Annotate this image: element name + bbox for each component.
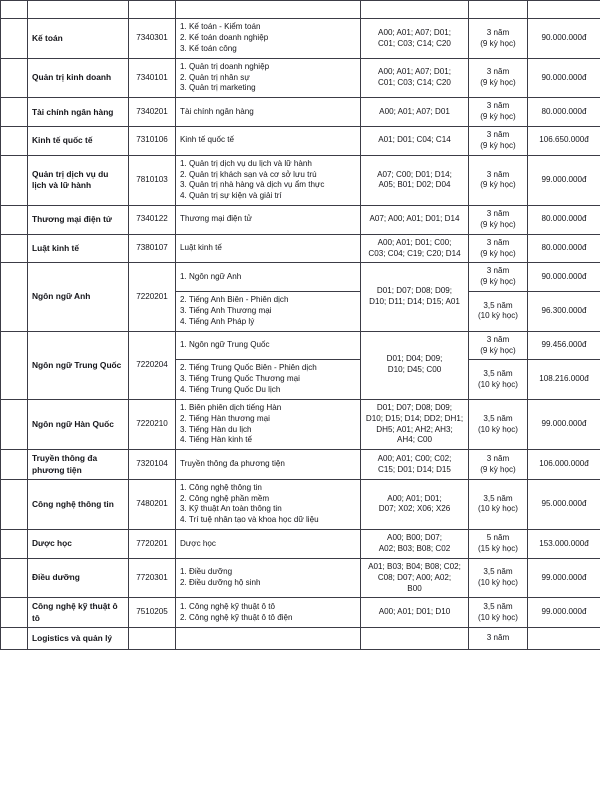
admission-combinations — [361, 558, 469, 598]
major-code: 7380107 — [129, 234, 176, 263]
specializations-line: Luật kinh tế — [180, 243, 222, 253]
admission-combinations-line: C08; D07; A00; A02; — [377, 572, 452, 582]
major-name: Kinh tế quốc tế — [28, 127, 129, 156]
admission-combinations-line: D10; D45; C00 — [387, 365, 442, 375]
row-index: 9 — [1, 331, 28, 399]
major-code: 7510205 — [129, 598, 176, 628]
program-duration-line: 3 năm — [486, 130, 510, 139]
program-duration-line: 3 năm — [486, 67, 510, 77]
major-code: 7310106 — [129, 127, 176, 156]
program-duration-line: 3 năm — [486, 237, 510, 247]
specializations — [176, 234, 361, 263]
specializations-line: 1. Ngôn ngữ Anh — [180, 271, 242, 281]
table-row[interactable] — [1, 155, 600, 205]
admission-combinations-line: A00; A01; A07; D01; — [378, 67, 451, 77]
program-duration — [469, 234, 528, 263]
program-duration — [469, 598, 528, 628]
table-body — [1, 19, 600, 650]
program-duration-line: (10 kỳ học) — [477, 612, 519, 622]
tuition-fee: 153.000.000đ — [528, 530, 600, 559]
header-cell-nganh: Ngành — [28, 1, 129, 19]
program-duration-line: (9 kỳ học) — [480, 345, 516, 355]
admission-combinations — [361, 598, 469, 628]
program-duration-line: (15 kỳ học) — [477, 543, 519, 553]
program-duration-line: (10 kỳ học) — [477, 379, 519, 389]
program-duration-line: (9 kỳ học) — [480, 277, 516, 287]
table-row[interactable] — [1, 19, 600, 59]
admission-combinations-line: B00 — [407, 583, 422, 593]
program-duration-line: 3,5 năm — [483, 368, 513, 378]
table-row[interactable] — [1, 331, 600, 360]
specializations — [176, 627, 361, 649]
specializations-line: Truyền thông đa phương tiện — [180, 459, 285, 469]
tuition-fee: 108.216.000đ — [528, 360, 600, 400]
admission-combinations — [361, 479, 469, 529]
header-cell-thoi-gian: Thời gian — [469, 1, 528, 19]
program-duration-line: 3,5 năm — [483, 567, 513, 577]
tuition-fee: 99.000.000đ — [528, 155, 600, 205]
row-index: 7 — [1, 234, 28, 263]
specializations-line: 1. Quản trị doanh nghiệp — [180, 61, 270, 71]
major-name: Kế toán — [28, 19, 129, 59]
tuition-fee: 106.650.000đ — [528, 127, 600, 156]
admission-combinations-line: AH4; C00 — [396, 435, 433, 445]
table-row[interactable] — [1, 598, 600, 628]
specializations-line: 4. Trí tuệ nhân tạo và khoa học dữ liệu — [180, 515, 319, 525]
specializations-line: 3. Quản trị marketing — [180, 83, 256, 93]
program-duration — [469, 58, 528, 98]
tuition-fee: 99.456.000đ — [528, 331, 600, 360]
admission-combinations-line: A00; A01; A07; D01 — [379, 106, 450, 116]
program-duration-line: 3 năm — [486, 27, 510, 37]
specializations — [176, 360, 361, 400]
specializations-line: 4. Tiếng Hàn kinh tế — [180, 435, 252, 445]
header-cell-chuyen-nganh: Chuyên ngành — [176, 1, 361, 19]
tuition-fee: 90.000.000đ — [528, 263, 600, 292]
row-index: 15 — [1, 598, 28, 628]
major-code: 7810103 — [129, 155, 176, 205]
program-duration-line: 3,5 năm — [483, 493, 513, 503]
specializations — [176, 558, 361, 598]
header-cell-thpt: THPT — [361, 1, 469, 19]
header-cell-stt: STT — [1, 1, 28, 19]
program-duration — [469, 127, 528, 156]
program-duration — [469, 19, 528, 59]
specializations-line: 1. Kế toán - Kiểm toán — [180, 22, 261, 32]
specializations-line: 3. Quản trị nhà hàng và dịch vụ ẩm thực — [180, 180, 325, 190]
major-code: 7340101 — [129, 58, 176, 98]
major-name: Điều dưỡng — [28, 558, 129, 598]
specializations-line: 2. Quản trị khách sạn và cơ sở lưu trú — [180, 169, 317, 179]
specializations-line: 2. Công nghệ kỹ thuật ô tô điện — [180, 612, 293, 622]
specializations-line: Kinh tế quốc tế — [180, 135, 234, 145]
specializations — [176, 479, 361, 529]
major-name: Dược học — [28, 530, 129, 559]
program-duration — [469, 399, 528, 449]
admission-combinations — [361, 58, 469, 98]
major-code: 7720201 — [129, 530, 176, 559]
admission-combinations-line: D01; D07; D08; D09; — [376, 402, 453, 412]
program-duration-line: (9 kỳ học) — [480, 180, 516, 190]
specializations-line: Thương mại điện tử — [180, 214, 252, 224]
program-duration — [469, 530, 528, 559]
admission-combinations-line: C01; C03; C14; C20 — [378, 78, 451, 88]
major-name: Tài chính ngân hàng — [28, 98, 129, 127]
program-duration — [469, 627, 528, 649]
specializations-line: Dược học — [180, 538, 216, 548]
specializations-line: 4. Tiếng Anh Pháp lý — [180, 316, 255, 326]
program-duration-line: 3,5 năm — [483, 601, 513, 611]
admission-combinations — [361, 331, 469, 399]
program-duration-line: 3 năm — [486, 169, 510, 179]
table-row[interactable] — [1, 479, 600, 529]
row-index: 4 — [1, 127, 28, 156]
tuition-fee: 80.000.000đ — [528, 234, 600, 263]
specializations-line: 2. Kế toán doanh nghiệp — [180, 33, 269, 43]
specializations-line: 1. Công nghệ thông tin — [180, 482, 262, 492]
tuition-fee: 95.000.000đ — [528, 479, 600, 529]
specializations-line: 2. Công nghệ phần mềm — [180, 493, 270, 503]
specializations — [176, 331, 361, 360]
specializations-line: 1. Biên phiên dịch tiếng Hàn — [180, 402, 282, 412]
admission-combinations-line: A00; A01; A07; D01; — [378, 27, 451, 37]
table-row[interactable] — [1, 98, 600, 127]
admission-combinations — [361, 19, 469, 59]
admission-combinations-line: A00; A01; D01; — [387, 493, 442, 503]
specializations-line: 1. Điều dưỡng — [180, 567, 233, 577]
program-duration — [469, 450, 528, 480]
admission-combinations — [361, 98, 469, 127]
table-row[interactable] — [1, 450, 600, 480]
table-row[interactable] — [1, 558, 600, 598]
specializations — [176, 399, 361, 449]
program-duration-line: 3 năm — [486, 101, 510, 111]
program-duration-line: 3,5 năm — [483, 300, 513, 310]
admission-combinations-line: D01; D04; D09; — [386, 354, 443, 364]
admission-combinations-line: DH5; A01; AH2; AH3; — [376, 424, 453, 434]
admission-combinations — [361, 234, 469, 263]
program-duration-line: (10 kỳ học) — [477, 578, 519, 588]
major-code: 7480201 — [129, 479, 176, 529]
program-duration-line: (10 kỳ học) — [477, 311, 519, 321]
major-code: 7220204 — [129, 331, 176, 399]
admission-combinations-line: A07; A00; A01; D01; D14 — [369, 214, 460, 224]
specializations — [176, 155, 361, 205]
tuition-fee: 106.000.000đ — [528, 450, 600, 480]
program-duration-line: 3,5 năm — [483, 413, 513, 423]
program-duration-line: 3 năm — [486, 334, 510, 344]
row-index: 1 — [1, 19, 28, 59]
admission-combinations-line: A00; B00; D07; — [387, 533, 442, 543]
admission-combinations — [361, 450, 469, 480]
major-name: Logistics và quản lý — [28, 627, 129, 649]
program-duration-line: (9 kỳ học) — [480, 248, 516, 258]
tuition-fee: 80.000.000đ — [528, 98, 600, 127]
admission-combinations-line: C01; C03; C14; C20 — [378, 38, 451, 48]
major-name: Công nghệ thông tin — [28, 479, 129, 529]
admission-combinations-line: C03; C04; C19; C20; D14 — [368, 248, 461, 258]
row-index: 12 — [1, 479, 28, 529]
program-duration — [469, 263, 528, 292]
admission-combinations-line: A05; B01; D02; D04 — [378, 180, 451, 190]
admission-combinations-line: A07; C00; D01; D14; — [377, 169, 452, 179]
program-duration-line: (9 kỳ học) — [480, 38, 516, 48]
admission-combinations-line: D07; X02; X06; X26 — [378, 504, 451, 514]
specializations-line: 3. Tiếng Hàn du lịch — [180, 424, 252, 434]
major-name: Ngôn ngữ Hàn Quốc — [28, 399, 129, 449]
program-duration-line: (9 kỳ học) — [480, 219, 516, 229]
specializations — [176, 530, 361, 559]
row-index: 13 — [1, 530, 28, 559]
specializations-line: 2. Tiếng Anh Biên - Phiên dịch — [180, 295, 289, 305]
major-name: Công nghệ kỹ thuật ô tô — [28, 598, 129, 628]
admission-combinations-line: A01; B03; B04; B08; C02; — [368, 561, 461, 571]
row-index: 3 — [1, 98, 28, 127]
admission-combinations — [361, 263, 469, 331]
row-index: 8 — [1, 263, 28, 331]
major-code: 7320104 — [129, 450, 176, 480]
specializations-line: 2. Tiếng Trung Quốc Biên - Phiên dịch — [180, 363, 317, 373]
specializations-line: 4. Tiếng Trung Quốc Du lịch — [180, 385, 281, 395]
specializations — [176, 292, 361, 332]
row-index: 5 — [1, 155, 28, 205]
row-index: 6 — [1, 206, 28, 235]
program-duration-line: 3 năm — [486, 632, 510, 642]
major-code: 7220201 — [129, 263, 176, 331]
tuition-fee: 96.300.000đ — [528, 292, 600, 332]
table-row[interactable] — [1, 58, 600, 98]
table-row[interactable] — [1, 234, 600, 263]
admission-combinations — [361, 155, 469, 205]
program-duration-line: 3 năm — [486, 266, 510, 276]
specializations — [176, 263, 361, 292]
table-row[interactable] — [1, 530, 600, 559]
program-duration — [469, 155, 528, 205]
row-index: 2 — [1, 58, 28, 98]
specializations-line: 3. Tiếng Trung Quốc Thương mại — [180, 374, 300, 384]
table-row[interactable] — [1, 206, 600, 235]
row-index: 10 — [1, 399, 28, 449]
table-row[interactable] — [1, 399, 600, 449]
program-duration-line: (10 kỳ học) — [477, 424, 519, 434]
major-name: Ngôn ngữ Trung Quốc — [28, 331, 129, 399]
program-duration — [469, 206, 528, 235]
program-duration-line: 3 năm — [486, 209, 510, 219]
specializations — [176, 450, 361, 480]
program-duration-line: (9 kỳ học) — [480, 140, 516, 150]
specializations-line: 3. Kế toán công — [180, 43, 237, 53]
program-duration-line: 5 năm — [486, 533, 510, 543]
program-duration — [469, 331, 528, 360]
specializations-line: 2. Tiếng Hàn thương mại — [180, 413, 270, 423]
program-duration — [469, 292, 528, 332]
tuition-fee: 99.000.000đ — [528, 598, 600, 628]
specializations-line: 2. Điều dưỡng hộ sinh — [180, 578, 261, 588]
admission-combinations — [361, 530, 469, 559]
specializations — [176, 206, 361, 235]
specializations-line: 4. Quản trị sự kiện và giải trí — [180, 191, 282, 201]
admission-combinations-line: D10; D15; D14; DD2; DH1; — [365, 413, 464, 423]
row-index: 16 — [1, 627, 28, 649]
specializations-line: 1. Công nghệ kỹ thuật ô tô — [180, 601, 275, 611]
admission-combinations-line: C15; D01; D14; D15 — [378, 464, 451, 474]
specializations — [176, 19, 361, 59]
tuition-fee — [528, 627, 600, 649]
program-duration-line: 3 năm — [486, 453, 510, 463]
specializations-line: 1. Ngôn ngữ Trung Quốc — [180, 340, 270, 350]
row-index: 11 — [1, 450, 28, 480]
major-name: Thương mại điện tử — [28, 206, 129, 235]
table-row[interactable] — [1, 627, 600, 649]
program-duration — [469, 479, 528, 529]
admission-combinations-line: A00; A01; C00; C02; — [377, 453, 452, 463]
specializations-line: 3. Tiếng Anh Thương mại — [180, 305, 272, 315]
admission-combinations-line: A02; B03; B08; C02 — [378, 543, 451, 553]
tuition-fee: 99.000.000đ — [528, 399, 600, 449]
specializations — [176, 58, 361, 98]
tuition-fee: 99.000.000đ — [528, 558, 600, 598]
admission-combinations-line: A00; A01; D01; C00; — [377, 237, 452, 247]
admission-combinations — [361, 127, 469, 156]
table-row[interactable] — [1, 263, 600, 292]
admission-combinations-line: D01; D07; D08; D09; — [376, 286, 453, 296]
header-row — [1, 1, 600, 19]
admission-combinations — [361, 206, 469, 235]
table-row[interactable] — [1, 127, 600, 156]
major-code: 7720301 — [129, 558, 176, 598]
specializations-line: Tài chính ngân hàng — [180, 106, 254, 116]
admission-combinations — [361, 399, 469, 449]
program-duration-line: (9 kỳ học) — [480, 78, 516, 88]
specializations-line: 3. Kỹ thuật An toàn thông tin — [180, 504, 282, 514]
major-name: Quản trị kinh doanh — [28, 58, 129, 98]
admission-combinations-line: A00; A01; D01; D10 — [378, 607, 451, 617]
table-header — [1, 1, 600, 19]
major-code: 7340122 — [129, 206, 176, 235]
major-code: 7220210 — [129, 399, 176, 449]
tuition-fee: 80.000.000đ — [528, 206, 600, 235]
program-duration-line: (9 kỳ học) — [480, 112, 516, 122]
program-duration-line: (10 kỳ học) — [477, 504, 519, 514]
specializations — [176, 127, 361, 156]
tuition-fee: 90.000.000đ — [528, 58, 600, 98]
header-cell-ma-nganh: Mã ngành — [129, 1, 176, 19]
program-duration-line: (9 kỳ học) — [480, 464, 516, 474]
major-name: Quản trị dịch vụ du lịch và lữ hành — [28, 155, 129, 205]
major-code: 7340301 — [129, 19, 176, 59]
major-code: 7340201 — [129, 98, 176, 127]
program-duration — [469, 360, 528, 400]
admission-combinations — [361, 627, 469, 649]
specializations-line: 1. Quản trị dịch vụ du lịch và lữ hành — [180, 158, 312, 168]
admission-combinations-line: D10; D11; D14; D15; A01 — [369, 297, 460, 307]
major-name: Truyền thông đa phương tiện — [28, 450, 129, 480]
program-duration — [469, 558, 528, 598]
specializations-line: 2. Quản trị nhân sự — [180, 72, 250, 82]
major-code — [129, 627, 176, 649]
header-cell-hoc-phi: Học phí — [528, 1, 600, 19]
admission-combinations-line: A01; D01; C04; C14 — [378, 135, 451, 145]
major-name: Luật kinh tế — [28, 234, 129, 263]
program-duration — [469, 98, 528, 127]
major-name: Ngôn ngữ Anh — [28, 263, 129, 331]
specializations — [176, 98, 361, 127]
specializations — [176, 598, 361, 628]
tuition-fee: 90.000.000đ — [528, 19, 600, 59]
row-index: 14 — [1, 558, 28, 598]
